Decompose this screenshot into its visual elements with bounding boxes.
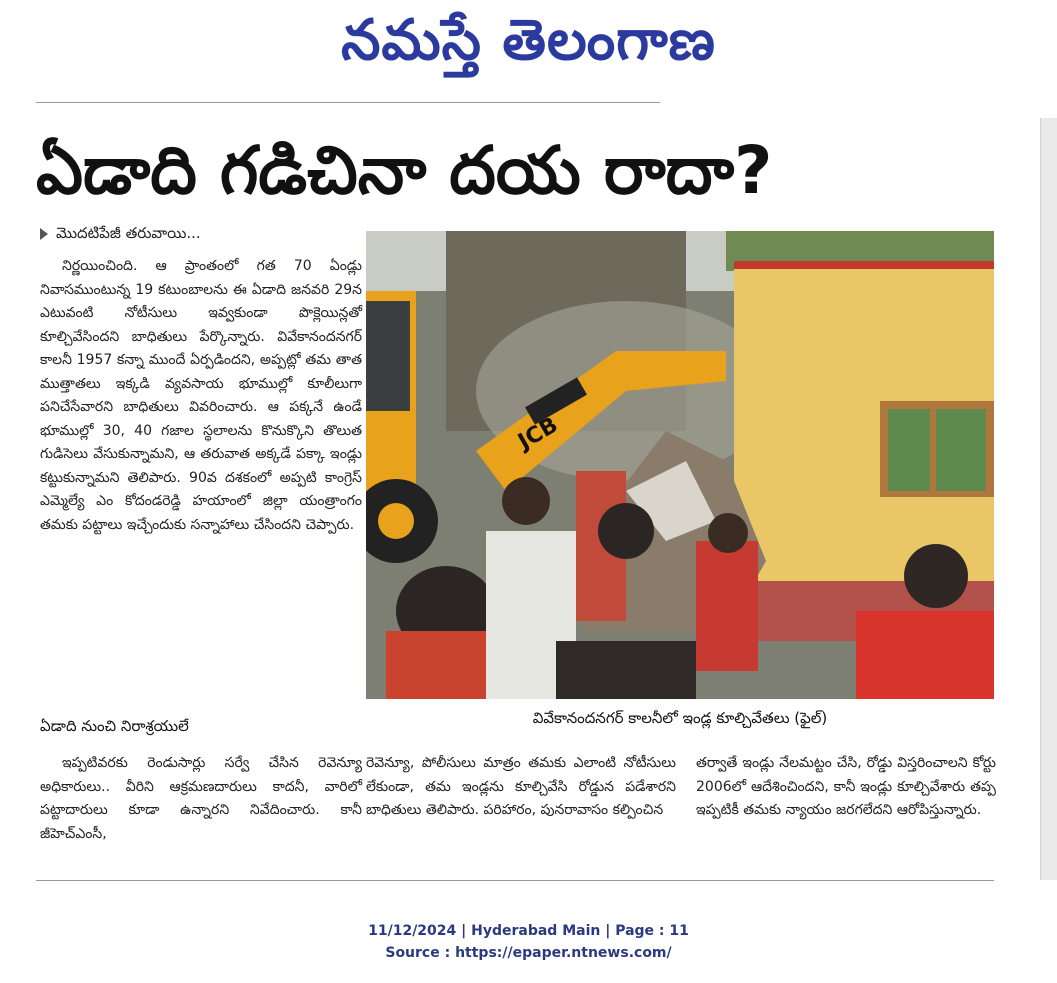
source-link[interactable]: Source : https://epaper.ntnews.com/ [385,945,672,961]
article-column-2: రెవెన్యూ, పోలీసులు మాత్రం తమకు ఎలాంటి నోటీసులు లేకుండా, తమ ఇండ్లను కూల్చివేసి రోడ్డున పడేశారని బాధితులు తెలిపారు. పరిహారం, పునరావాసం కల్పించిన [366,755,676,818]
edition-info: 11/12/2024 | Hyderabad Main | Page : 11 [368,923,689,939]
continued-kicker [40,222,360,244]
adjacent-page-edge [1040,118,1057,880]
article-column-1-continued: ఇప్పటివరకు రెండుసార్లు సర్వే చేసిన రెవెన్యూ అధికారులు.. వీరిని ఆక్రమణదారులు కాదనీ, వారిలో పట్టాదారులు కూడా ఉన్నారని నివేదించారు. కానీ జీహెచ్ఎంసీ, [40,755,362,842]
jcb-logo-text: JCB [514,412,563,455]
article-column-1: నిర్ణయించింది. ఆ ప్రాంతంలో గత 70 ఏండ్లు నివాసముంటున్న 19 కటుంబాలను ఈ ఏడాది జనవరి 29న ఎటువంటి నోటీసులు ఇవ్వకుండా పొక్లెయిన్లతో కూల్చివేసిందని బాధితులు పేర్కొన్నారు. వివేకానందనగర్ కాలనీ 1957 కన్నా ముందే ఏర్పడిందని, అప్పట్లో తమ తాత ముత్తాతలు ఇక్కడి వ్యవసాయ భూముల్లో కూలీలుగా పనిచేసేవారని బాధితులు వివరించారు. ఆ పక్కనే ఉండే భూముల్లో 30, 40 గజాల స్థలాలను కొనుక్కొని తొలుత గుడిసెలు వేసుకున్నామని, ఆ తరువాత అక్కడే పక్కా ఇండ్లు కట్టుకున్నామని తెలిపారు. 90వ దశకంలో అప్పటి కాంగ్రెస్ ఎమ్మెల్యే ఎం కోదండరెడ్డి హయాంలో జిల్లా యంత్రాంగం తమకు పట్టాలు ఇచ్చేందుకు సన్నాహాలు చేసిందని చెప్పారు. [40,258,362,533]
news-photo [366,231,994,699]
section-subhead: ఏడాది నుంచి నిరాశ్రయులే [40,717,189,735]
demolition-photo-illustration [366,231,994,699]
headline: ఏడాది గడిచినా దయ రాదా? [36,132,773,209]
chevron-right-icon [40,228,48,240]
photo-caption: వివేకానందనగర్ కాలనీలో ఇండ్ల కూల్చివేతలు (ఫైల్) [532,709,828,727]
top-divider [36,102,660,103]
bottom-divider [36,880,994,881]
masthead-logo: నమస్తే తెలంగాణ [341,8,716,73]
masthead [0,0,1057,80]
kicker-text: మొదటిపేజీ తరువాయి... [56,224,201,242]
article-column-3: తర్వాతే ఇండ్లు నేలమట్టం చేసి, రోడ్డు విస్తరించాలని కోర్టు 2006లో ఆదేశించిందని, కానీ ఇండ్లు కూల్చివేశారు తప్ప ఇప్పటికీ తమకు న్యాయం జరగలేదని ఆరోపిస్తున్నారు. [696,755,996,818]
